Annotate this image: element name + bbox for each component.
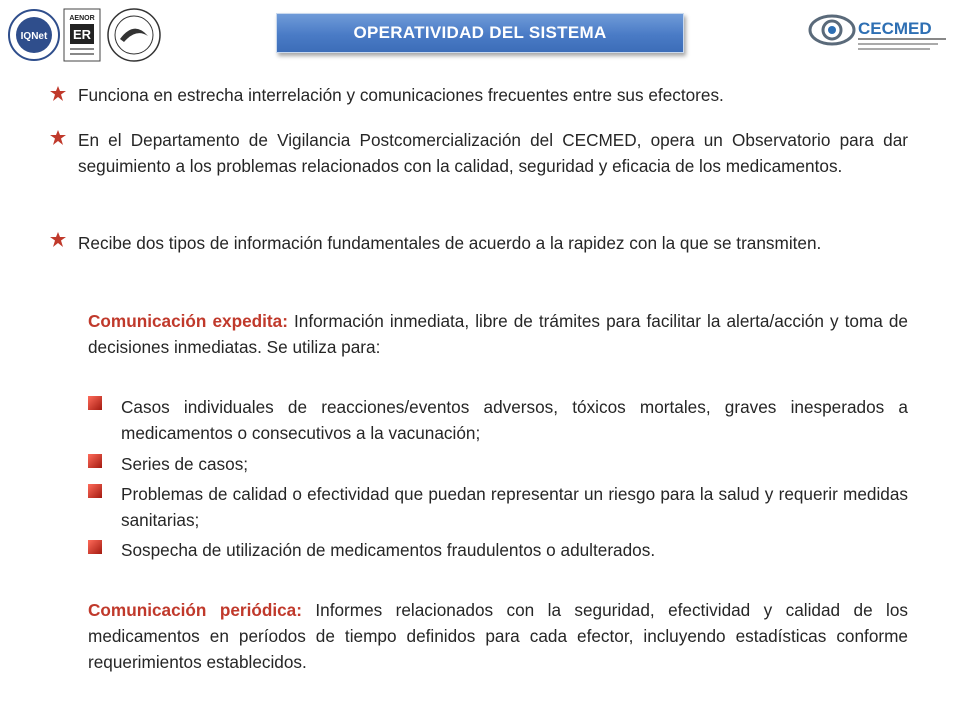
expedita-text: Información inmediata, libre de trámites para facilitar la alerta/acción y toma de decisiones inmediatas. Se utiliza para:: [88, 311, 908, 357]
star-bullet-icon: [50, 86, 66, 102]
svg-text:ER: ER: [72, 27, 92, 42]
aenor-logo: [64, 9, 100, 61]
square-bullet-icon: [88, 454, 102, 468]
iqnet-logo: [9, 10, 59, 60]
square-bullet-icon: [88, 396, 102, 410]
svg-text:IQNet: IQNet: [20, 31, 48, 42]
periodica-label: Comunicación periódica:: [88, 600, 302, 620]
square-bullet-icon: [88, 540, 102, 554]
star-bullet-icon: [50, 232, 66, 248]
periodica-paragraph: [88, 597, 908, 675]
bullet-text-3: Recibe dos tipos de información fundamentales de acuerdo a la rapidez con la que se transmiten.: [78, 233, 822, 253]
expedita-item-2: Series de casos;: [121, 454, 249, 474]
page-title: OPERATIVIDAD DEL SISTEMA: [276, 13, 684, 53]
square-bullet-icon: [88, 484, 102, 498]
expedita-item-1: Casos individuales de reacciones/eventos adversos, tóxicos mortales, graves inesperados a medicamentos o consecutivos a la vacunación;: [121, 397, 908, 443]
expedita-item-3: Problemas de calidad o efectividad que puedan representar un riesgo para la salud y requerir medidas sanitarias;: [121, 484, 908, 530]
cecmed-logo: [808, 10, 948, 60]
certification-logos: [8, 6, 166, 64]
expedita-label: Comunicación expedita:: [88, 311, 288, 331]
bullet-text-1: Funciona en estrecha interrelación y comunicaciones frecuentes entre sus efectores.: [78, 85, 724, 105]
svg-text:AENOR: AENOR: [69, 15, 95, 22]
star-bullet-icon: [50, 130, 66, 146]
seal-logo: [108, 9, 160, 61]
eye-icon: [810, 16, 854, 44]
expedita-paragraph: [88, 308, 908, 360]
bullet-text-2: En el Departamento de Vigilancia Postcomercialización del CECMED, opera un Observatorio para dar seguimiento a los problemas relacionados con la calidad, seguridad y eficacia de los medicamentos.: [78, 130, 908, 176]
svg-text:CECMED: CECMED: [858, 19, 932, 38]
periodica-text: Informes relacionados con la seguridad, efectividad y calidad de los medicamentos en períodos de tiempo definidos para cada efector, incluyendo estadísticas conforme requerimientos establecidos.: [88, 600, 909, 672]
expedita-item-4: Sospecha de utilización de medicamentos fraudulentos o adulterados.: [121, 540, 656, 560]
